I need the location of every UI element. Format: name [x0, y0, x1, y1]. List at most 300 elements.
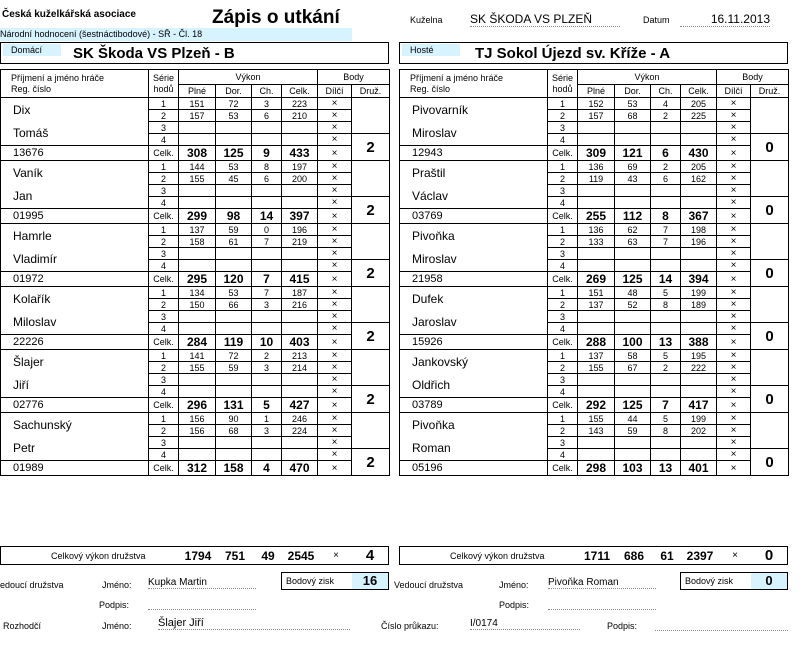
player-team-points: 0 [751, 134, 789, 161]
player-name-cell [1, 350, 149, 398]
series-number: 1 [548, 224, 578, 236]
series-number: 4 [149, 197, 179, 209]
misses-header: Ch. [252, 85, 282, 98]
partial-points-x: × [318, 323, 352, 335]
series-value [681, 260, 717, 272]
partial-points-x: × [318, 146, 352, 161]
series-value: 2 [252, 350, 282, 362]
series-value [216, 122, 252, 134]
series-value [179, 437, 216, 449]
series-value: 68 [615, 110, 651, 122]
series-value: 53 [216, 161, 252, 173]
partial-points-x: × [717, 386, 751, 398]
series-value: 143 [578, 425, 615, 437]
player-name-cell [400, 413, 548, 461]
partial-points-x: × [318, 197, 352, 209]
player-surname: Hamrle [13, 228, 52, 243]
series-value [651, 185, 681, 197]
partial-points-x: × [318, 386, 352, 398]
team-total-misses: 49 [261, 549, 275, 563]
player-team-points: 2 [352, 260, 390, 287]
player-total-label: Celk. [149, 461, 179, 476]
player-total-value: 288 [578, 335, 615, 350]
home-team-total [0, 546, 389, 565]
series-value [179, 311, 216, 323]
series-value: 53 [216, 287, 252, 299]
series-value [216, 185, 252, 197]
team-points-blank [352, 413, 390, 449]
series-number: 3 [149, 437, 179, 449]
team-total-label: Celkový výkon družstva [450, 551, 545, 561]
series-value: 48 [615, 287, 651, 299]
series-value: 189 [681, 299, 717, 311]
series-value [216, 260, 252, 272]
series-value: 58 [615, 350, 651, 362]
series-value [252, 122, 282, 134]
date-label: Datum [643, 15, 670, 25]
series-value [651, 437, 681, 449]
series-value: 68 [216, 425, 252, 437]
series-value: 137 [578, 350, 615, 362]
series-value [252, 134, 282, 146]
series-value [282, 386, 318, 398]
series-value: 157 [179, 110, 216, 122]
partial-points-x: × [717, 323, 751, 335]
series-value: 4 [651, 98, 681, 110]
player-total-value: 4 [252, 461, 282, 476]
home-signature-label: Podpis: [99, 600, 130, 610]
partial-points-x: × [318, 110, 352, 122]
series-value [615, 311, 651, 323]
series-value [651, 122, 681, 134]
series-number: 2 [149, 236, 179, 248]
series-value: 7 [252, 236, 282, 248]
player-total-value: 119 [216, 335, 252, 350]
home-leader-name-label: Jméno: [102, 580, 132, 590]
player-total-value: 5 [252, 398, 282, 413]
away-points-box [680, 572, 788, 590]
player-team-points: 2 [352, 386, 390, 413]
player-name-cell [400, 161, 548, 209]
series-value: 150 [179, 299, 216, 311]
series-value: 246 [282, 413, 318, 425]
series-value [179, 260, 216, 272]
referee-label: Rozhodčí [3, 621, 42, 631]
series-value: 2 [651, 362, 681, 374]
series-value [578, 260, 615, 272]
player-total-label: Celk. [149, 272, 179, 287]
player-total-value: 427 [282, 398, 318, 413]
series-value [179, 197, 216, 209]
home-leader-name: Kupka Martin [148, 577, 256, 589]
series-value: 141 [179, 350, 216, 362]
player-total-label: Celk. [149, 146, 179, 161]
partial-points-x: × [717, 374, 751, 386]
series-value: 2 [651, 161, 681, 173]
partial-points-x: × [318, 248, 352, 260]
player-reg-number: 13676 [1, 146, 149, 161]
team-total-points: 4 [365, 547, 375, 564]
player-name-cell [1, 224, 149, 272]
series-value: 52 [615, 299, 651, 311]
series-value [216, 248, 252, 260]
venue-value: SK ŠKODA VS PLZEŇ [470, 12, 620, 27]
series-value [578, 449, 615, 461]
series-value: 90 [216, 413, 252, 425]
series-value: 69 [615, 161, 651, 173]
player-reg-number: 22226 [1, 335, 149, 350]
player-total-value: 299 [179, 209, 216, 224]
series-value [578, 437, 615, 449]
series-value [252, 386, 282, 398]
series-value [681, 449, 717, 461]
series-number: 3 [149, 374, 179, 386]
team-total-clear: 751 [224, 549, 246, 563]
team-points-blank [352, 350, 390, 386]
series-value [578, 323, 615, 335]
player-total-value: 430 [681, 146, 717, 161]
series-value: 8 [252, 161, 282, 173]
series-value [578, 386, 615, 398]
series-value [681, 386, 717, 398]
player-total-value: 367 [681, 209, 717, 224]
away-score-table [399, 69, 789, 476]
partial-points-x: × [318, 350, 352, 362]
player-total-value: 103 [615, 461, 651, 476]
series-value: 134 [179, 287, 216, 299]
player-firstname: Miloslav [13, 314, 57, 329]
player-reg-number: 12943 [400, 146, 548, 161]
partial-points-x: × [318, 311, 352, 323]
partial-header: Dílčí [717, 85, 751, 98]
series-value [282, 197, 318, 209]
series-number: 1 [149, 161, 179, 173]
player-surname: Dix [13, 102, 31, 117]
series-value [615, 323, 651, 335]
player-total-value: 121 [615, 146, 651, 161]
player-total-label: Celk. [548, 146, 578, 161]
series-number: 1 [149, 98, 179, 110]
misses-header: Ch. [651, 85, 681, 98]
away-leader-name-label: Jméno: [499, 580, 529, 590]
partial-points-x: × [318, 260, 352, 272]
series-number: 3 [548, 311, 578, 323]
series-value: 45 [216, 173, 252, 185]
series-value: 43 [615, 173, 651, 185]
series-value [216, 437, 252, 449]
player-surname: Vaník [13, 165, 43, 180]
series-value [252, 185, 282, 197]
series-value [681, 122, 717, 134]
series-value: 8 [651, 299, 681, 311]
player-total-value: 394 [681, 272, 717, 287]
home-points-score: 16 [352, 573, 388, 589]
player-total-label: Celk. [149, 335, 179, 350]
series-header-line1: Série [152, 72, 174, 83]
points-header: Body [318, 70, 390, 85]
player-total-value: 284 [179, 335, 216, 350]
series-number: 2 [149, 362, 179, 374]
series-value [651, 248, 681, 260]
player-team-points: 2 [352, 134, 390, 161]
series-number: 4 [548, 386, 578, 398]
player-total-value: 7 [252, 272, 282, 287]
series-value [578, 134, 615, 146]
player-total-value: 295 [179, 272, 216, 287]
player-team-points: 0 [751, 323, 789, 350]
performance-header: Výkon [179, 70, 318, 85]
points-header: Body [717, 70, 789, 85]
series-value [578, 197, 615, 209]
partial-points-x: × [318, 185, 352, 197]
series-value: 210 [282, 110, 318, 122]
series-number: 3 [149, 122, 179, 134]
series-value: 195 [681, 350, 717, 362]
series-value [651, 260, 681, 272]
series-value [578, 248, 615, 260]
series-value: 3 [252, 299, 282, 311]
series-number: 2 [548, 110, 578, 122]
player-total-value: 401 [681, 461, 717, 476]
series-value: 59 [216, 224, 252, 236]
name-header: Příjmení a jméno hráče [11, 72, 105, 83]
partial-points-x: × [318, 224, 352, 236]
series-value: 6 [252, 173, 282, 185]
player-total-value: 470 [282, 461, 318, 476]
reg-header: Reg. číslo [11, 83, 52, 94]
series-value: 155 [578, 413, 615, 425]
series-value [681, 134, 717, 146]
series-value [651, 197, 681, 209]
series-number: 2 [548, 425, 578, 437]
partial-points-x: × [717, 425, 751, 437]
series-value [216, 134, 252, 146]
series-value [651, 134, 681, 146]
series-value [216, 311, 252, 323]
partial-points-x: × [717, 260, 751, 272]
partial-points-x: × [717, 209, 751, 224]
home-signature-line [148, 600, 256, 610]
series-value [282, 374, 318, 386]
player-reg-number: 21958 [400, 272, 548, 287]
partial-points-x: × [717, 236, 751, 248]
player-firstname: Tomáš [13, 125, 49, 140]
series-value: 156 [179, 413, 216, 425]
venue-label: Kuželna [410, 15, 443, 25]
series-value [179, 248, 216, 260]
player-reg-number: 01972 [1, 272, 149, 287]
series-value [615, 449, 651, 461]
team-points-blank [352, 287, 390, 323]
series-value: 59 [615, 425, 651, 437]
series-value: 72 [216, 98, 252, 110]
series-value [252, 260, 282, 272]
series-number: 4 [548, 323, 578, 335]
player-total-value: 417 [681, 398, 717, 413]
series-number: 4 [149, 449, 179, 461]
away-leader-label: Vedoucí družstva [394, 580, 464, 590]
team-total-points: 0 [764, 547, 774, 564]
series-value: 214 [282, 362, 318, 374]
series-value: 144 [179, 161, 216, 173]
player-total-label: Celk. [149, 209, 179, 224]
series-number: 2 [548, 236, 578, 248]
series-value: 202 [681, 425, 717, 437]
partial-points-x: × [717, 461, 751, 476]
partial-points-x: × [717, 350, 751, 362]
series-value: 67 [615, 362, 651, 374]
series-value [179, 374, 216, 386]
series-value: 3 [252, 362, 282, 374]
player-team-points: 2 [352, 449, 390, 476]
series-value [615, 134, 651, 146]
away-team-name: TJ Sokol Újezd sv. Kříže - A [475, 45, 671, 62]
series-value: 187 [282, 287, 318, 299]
series-value: 59 [216, 362, 252, 374]
player-reg-number: 01995 [1, 209, 149, 224]
series-number: 2 [149, 299, 179, 311]
series-value: 213 [282, 350, 318, 362]
series-value: 196 [282, 224, 318, 236]
player-team-points: 0 [751, 386, 789, 413]
team-points-header: Druž. [751, 85, 789, 98]
player-total-value: 403 [282, 335, 318, 350]
series-value: 224 [282, 425, 318, 437]
series-number: 2 [149, 425, 179, 437]
player-total-value: 308 [179, 146, 216, 161]
partial-points-x: × [717, 362, 751, 374]
player-team-points: 0 [751, 449, 789, 476]
series-value: 162 [681, 173, 717, 185]
player-firstname: Jaroslav [412, 314, 457, 329]
player-total-label: Celk. [548, 272, 578, 287]
referee-name-label: Jméno: [102, 621, 132, 631]
away-leader-name: Pivoňka Roman [548, 577, 656, 589]
series-value: 155 [578, 362, 615, 374]
name-header: Příjmení a jméno hráče [410, 72, 504, 83]
team-points-blank [751, 161, 789, 197]
player-total-value: 125 [216, 146, 252, 161]
series-number: 3 [149, 311, 179, 323]
player-team-points: 0 [751, 197, 789, 224]
series-value [252, 323, 282, 335]
player-total-value: 6 [651, 146, 681, 161]
series-value: 7 [252, 287, 282, 299]
series-value [651, 311, 681, 323]
partial-points-x: × [717, 197, 751, 209]
player-total-value: 120 [216, 272, 252, 287]
player-total-value: 158 [216, 461, 252, 476]
partial-points-x: × [717, 224, 751, 236]
reg-header: Reg. číslo [410, 83, 451, 94]
association-name: Česká kuželkářská asociace [2, 9, 136, 20]
player-total-value: 269 [578, 272, 615, 287]
team-total-sum: 2545 [287, 549, 315, 563]
partial-points-x: × [318, 122, 352, 134]
player-name-cell [1, 287, 149, 335]
player-column-header [1, 70, 149, 98]
home-points-label: Bodový zisk [286, 576, 335, 586]
team-total-full: 1794 [184, 549, 212, 563]
series-value: 200 [282, 173, 318, 185]
series-value [578, 374, 615, 386]
series-header-line2: hodů [552, 83, 573, 94]
series-value [282, 185, 318, 197]
partial-header: Dílčí [318, 85, 352, 98]
player-total-value: 125 [615, 272, 651, 287]
series-value [179, 323, 216, 335]
partial-points-x: × [717, 248, 751, 260]
player-total-label: Celk. [149, 398, 179, 413]
series-number: 1 [548, 161, 578, 173]
player-total-value: 298 [578, 461, 615, 476]
player-total-value: 388 [681, 335, 717, 350]
series-number: 4 [149, 323, 179, 335]
series-value: 5 [651, 287, 681, 299]
series-value [282, 449, 318, 461]
series-value: 3 [252, 425, 282, 437]
partial-points-x: × [717, 173, 751, 185]
series-value: 205 [681, 98, 717, 110]
player-total-value: 292 [578, 398, 615, 413]
series-value: 156 [179, 425, 216, 437]
referee-signature-label: Podpis: [607, 621, 638, 631]
series-number: 4 [149, 260, 179, 272]
away-signature-line [548, 600, 656, 610]
referee-signature-line [655, 621, 788, 631]
series-value: 1 [252, 413, 282, 425]
series-value [179, 134, 216, 146]
series-number: 2 [548, 173, 578, 185]
player-total-value: 312 [179, 461, 216, 476]
player-name-cell [1, 413, 149, 461]
series-value [681, 437, 717, 449]
player-total-value: 415 [282, 272, 318, 287]
player-surname: Dufek [412, 291, 444, 306]
series-value: 7 [651, 224, 681, 236]
player-reg-number: 03789 [400, 398, 548, 413]
partial-points-x: × [717, 110, 751, 122]
partial-points-x: × [318, 134, 352, 146]
series-value: 199 [681, 287, 717, 299]
partial-points-x: × [717, 335, 751, 350]
series-value: 137 [179, 224, 216, 236]
series-number: 3 [548, 248, 578, 260]
series-value [252, 311, 282, 323]
series-value: 151 [179, 98, 216, 110]
player-total-label: Celk. [548, 461, 578, 476]
series-value [216, 449, 252, 461]
home-points-box [281, 572, 389, 590]
partial-points-x: × [318, 335, 352, 350]
series-value: 216 [282, 299, 318, 311]
partial-points-x: × [717, 98, 751, 110]
series-value [651, 323, 681, 335]
series-number: 1 [548, 98, 578, 110]
team-points-header: Druž. [352, 85, 390, 98]
series-value [681, 197, 717, 209]
series-value: 6 [651, 173, 681, 185]
series-number: 3 [149, 185, 179, 197]
series-number: 1 [149, 287, 179, 299]
partial-points-x: × [318, 272, 352, 287]
series-number: 1 [548, 287, 578, 299]
series-number: 4 [149, 386, 179, 398]
player-name-cell [1, 98, 149, 146]
partial-points-x: × [318, 413, 352, 425]
player-name-cell [400, 224, 548, 272]
player-total-label: Celk. [548, 335, 578, 350]
